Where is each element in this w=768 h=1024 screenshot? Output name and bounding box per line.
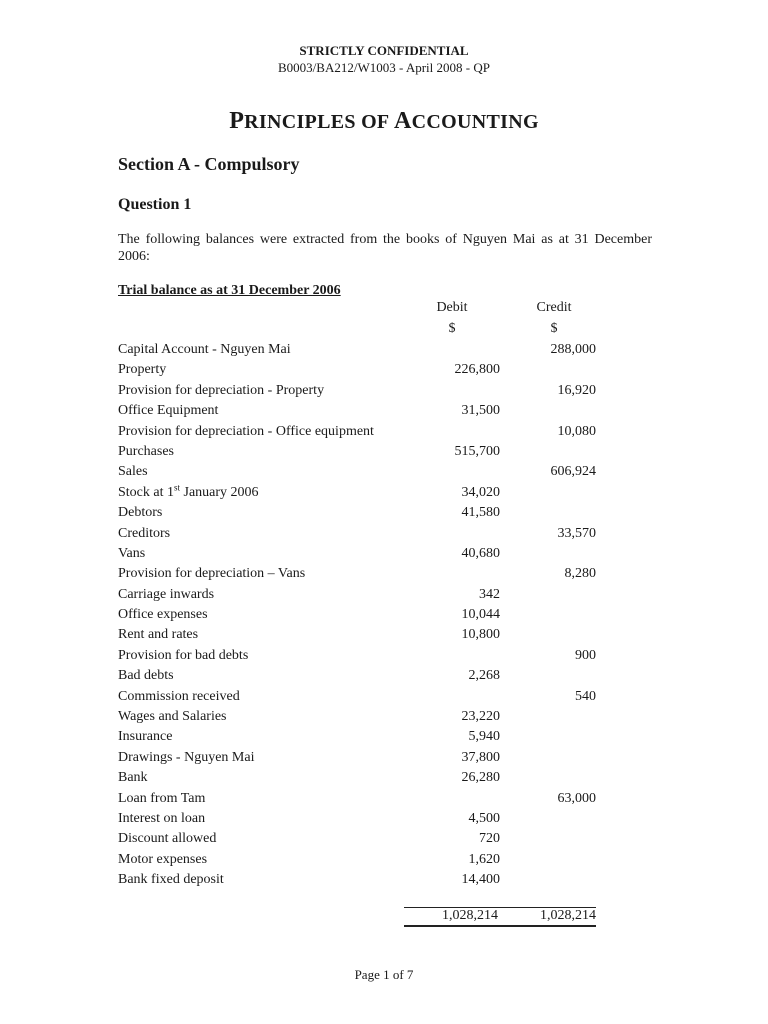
row-label: Office Equipment [118, 403, 219, 419]
trial-balance-title: Trial balance as at 31 December 2006 [118, 283, 341, 298]
row-debit: 37,800 [461, 749, 500, 765]
credit-currency: $ [550, 321, 558, 336]
row-label: Debtors [118, 505, 163, 521]
row-label: Provision for depreciation – Vans [118, 566, 306, 582]
row-label: Sales [118, 464, 148, 480]
row-label: Drawings - Nguyen Mai [118, 749, 255, 765]
table-row [118, 605, 598, 625]
row-label: Bank [118, 770, 148, 786]
row-credit: 63,000 [557, 790, 596, 806]
table-row [118, 442, 598, 462]
credit-column-header: Credit [536, 300, 572, 315]
row-credit: 33,570 [557, 525, 596, 541]
row-label: Provision for depreciation - Office equipment [118, 423, 374, 439]
total-rule-bottom [404, 925, 596, 927]
row-label: Carriage inwards [118, 586, 215, 602]
question-heading: Question 1 [118, 196, 192, 213]
row-debit: 14,400 [461, 872, 500, 888]
trial-balance-table [118, 340, 598, 891]
debit-column-header: Debit [436, 300, 468, 315]
row-debit: 342 [479, 586, 500, 602]
table-row [118, 789, 598, 809]
page-title [0, 108, 768, 135]
table-row [118, 666, 598, 686]
row-debit: 720 [479, 831, 500, 847]
debit-currency: $ [448, 321, 456, 336]
row-label-part: Stock at 1 [118, 484, 174, 500]
row-debit: 515,700 [454, 443, 500, 459]
row-debit: 226,800 [454, 362, 500, 378]
row-credit: 10,080 [557, 423, 596, 439]
row-label [118, 483, 259, 503]
title-initial-p: P [229, 108, 245, 134]
table-row [118, 483, 598, 503]
row-label: Bank fixed deposit [118, 872, 224, 888]
table-row [118, 585, 598, 605]
confidential-label: STRICTLY CONFIDENTIAL [299, 43, 469, 58]
table-row [118, 870, 598, 890]
table-row [118, 625, 598, 645]
row-label: Discount allowed [118, 831, 217, 847]
row-label: Wages and Salaries [118, 709, 227, 725]
row-label: Motor expenses [118, 851, 208, 867]
row-debit: 2,268 [468, 668, 500, 684]
row-credit: 16,920 [557, 382, 596, 398]
table-row [118, 524, 598, 544]
table-row [118, 850, 598, 870]
table-row [118, 646, 598, 666]
table-row [118, 748, 598, 768]
row-debit: 34,020 [461, 484, 500, 500]
row-debit: 5,940 [468, 729, 500, 745]
table-row [118, 340, 598, 360]
title-initial-a: A [394, 108, 412, 134]
table-row [118, 707, 598, 727]
table-row [118, 401, 598, 421]
row-label-part: January 2006 [180, 484, 259, 500]
row-label: Creditors [118, 525, 171, 541]
row-label: Provision for bad debts [118, 647, 249, 663]
page-number: Page 1 of 7 [354, 967, 414, 982]
document-reference: B0003/BA212/W1003 - April 2008 - QP [278, 60, 490, 75]
question-intro: The following balances were extracted from the books of Nguyen Mai as at 31 December 2006: [118, 232, 652, 264]
row-label: Commission received [118, 688, 240, 704]
row-label: Rent and rates [118, 627, 199, 643]
row-label: Capital Account - Nguyen Mai [118, 342, 291, 357]
row-credit: 540 [575, 688, 596, 704]
row-label: Provision for depreciation - Property [118, 382, 325, 398]
row-label: Property [118, 362, 167, 378]
table-row [118, 462, 598, 482]
row-debit: 41,580 [461, 505, 500, 521]
row-credit: 8,280 [564, 566, 596, 582]
row-debit: 23,220 [461, 709, 500, 725]
total-credit: 1,028,214 [540, 908, 596, 923]
title-rest-accounting: CCOUNTING [411, 111, 539, 133]
row-credit: 900 [575, 647, 596, 663]
row-label: Interest on loan [118, 810, 206, 826]
row-debit: 4,500 [468, 810, 500, 826]
section-heading: Section A - Compulsory [118, 154, 300, 174]
table-row [118, 727, 598, 747]
row-credit: 606,924 [550, 464, 596, 480]
table-row [118, 544, 598, 564]
row-debit: 10,044 [461, 607, 500, 623]
row-label: Purchases [118, 443, 174, 459]
table-row [118, 381, 598, 401]
table-row [118, 829, 598, 849]
table-row [118, 687, 598, 707]
row-label: Loan from Tam [118, 790, 206, 806]
row-label: Insurance [118, 729, 173, 745]
row-debit: 26,280 [461, 770, 500, 786]
table-row [118, 360, 598, 380]
table-row [118, 768, 598, 788]
row-label: Vans [118, 545, 146, 561]
table-row [118, 422, 598, 442]
row-debit: 10,800 [461, 627, 500, 643]
row-debit: 31,500 [461, 403, 500, 419]
table-row [118, 809, 598, 829]
row-debit: 40,680 [461, 545, 500, 561]
row-credit: 288,000 [550, 342, 596, 357]
row-label: Bad debts [118, 668, 174, 684]
table-row [118, 564, 598, 584]
title-rest-principles: RINCIPLES OF [244, 111, 395, 133]
row-label: Office expenses [118, 607, 208, 623]
row-label-superscript: st [174, 482, 181, 493]
table-row [118, 503, 598, 523]
total-debit: 1,028,214 [442, 908, 498, 923]
row-debit: 1,620 [468, 851, 500, 867]
